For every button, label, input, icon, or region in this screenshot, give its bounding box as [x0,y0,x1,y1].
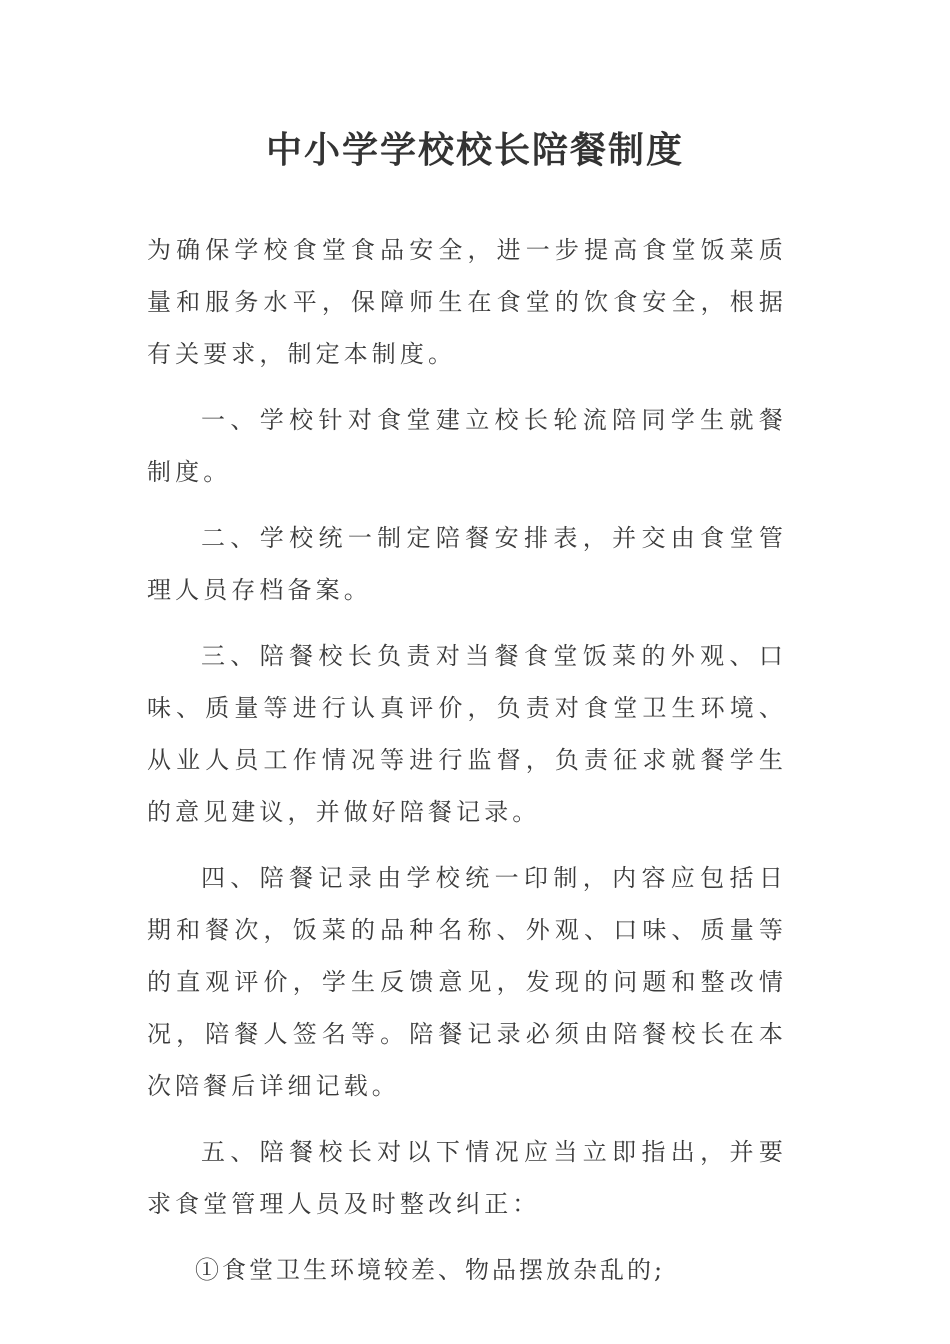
clause-4-paragraph: 四、陪餐记录由学校统一印制，内容应包括日期和餐次，饭菜的品种名称、外观、口味、质量等的直观评价，学生反馈意见，发现的问题和整改情况，陪餐人签名等。陪餐记录必须由陪餐校长在本次陪餐后详细记载。 [147,864,787,1100]
clause-2-paragraph: 二、学校统一制定陪餐安排表，并交由食堂管理人员存档备案。 [147,524,787,604]
document-body [147,224,787,1310]
clause-5-item-1: ①食堂卫生环境较差、物品摆放杂乱的; [195,1256,666,1284]
intro-paragraph: 为确保学校食堂食品安全，进一步提高食堂饭菜质量和服务水平，保障师生在食堂的饮食安全，根据有关要求，制定本制度。 [147,236,787,368]
clause-1-paragraph: 一、学校针对食堂建立校长轮流陪同学生就餐制度。 [147,406,787,486]
clause-3-paragraph: 三、陪餐校长负责对当餐食堂饭菜的外观、口味、质量等进行认真评价，负责对食堂卫生环境、从业人员工作情况等进行监督，负责征求就餐学生的意见建议，并做好陪餐记录。 [147,642,787,826]
clause-5-paragraph: 五、陪餐校长对以下情况应当立即指出，并要求食堂管理人员及时整改纠正： [147,1138,787,1218]
document-title: 中小学学校校长陪餐制度 [265,129,684,171]
